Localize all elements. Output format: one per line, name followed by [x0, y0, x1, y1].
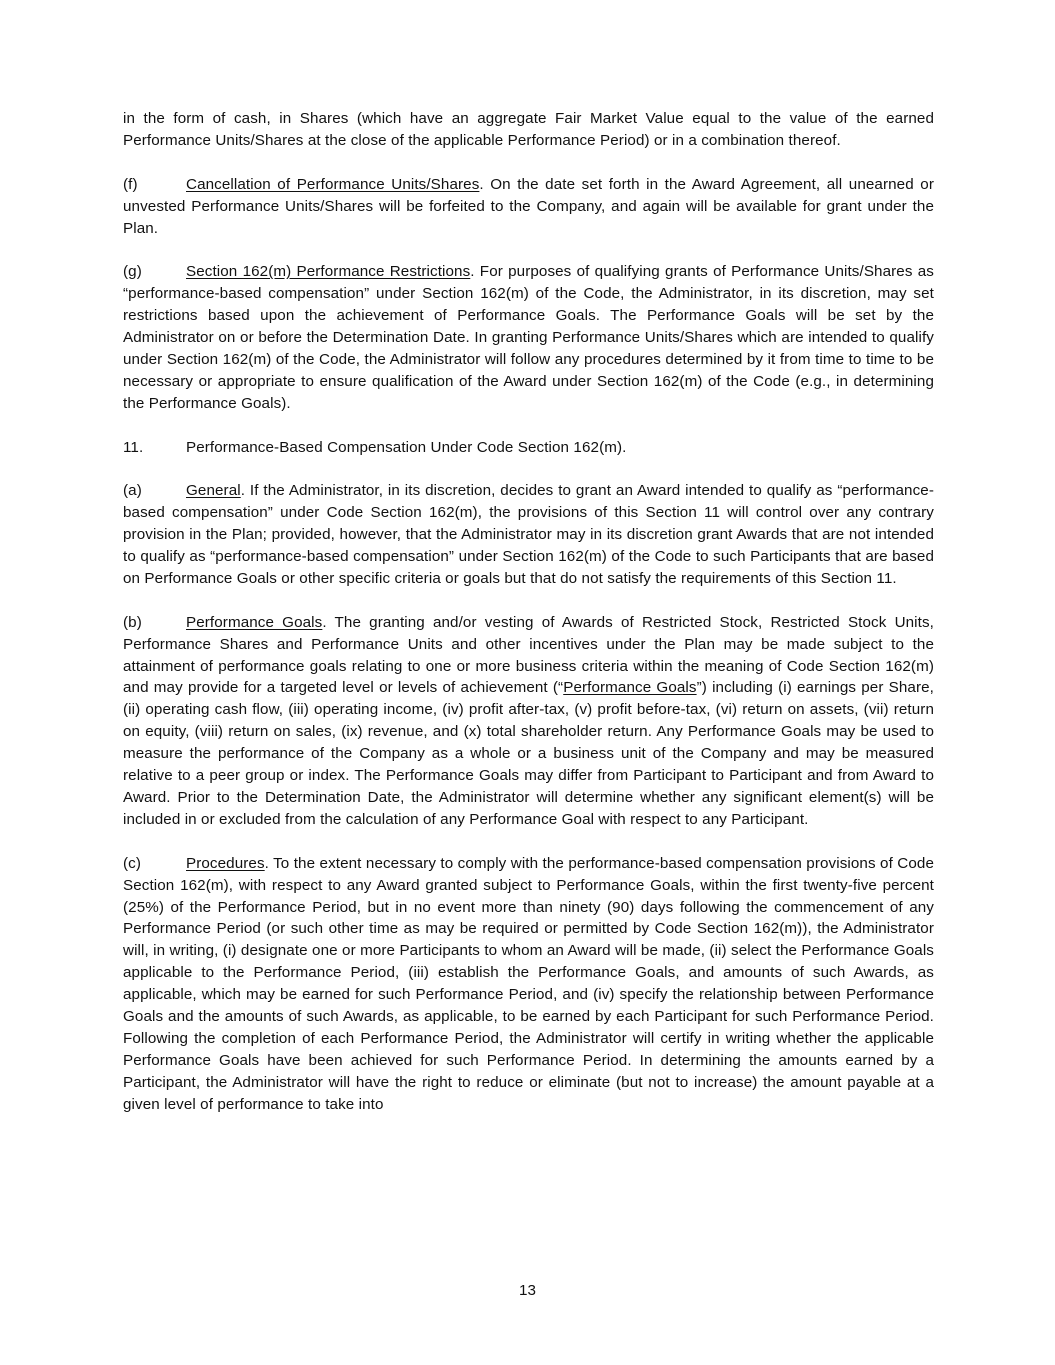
subsection-g-marker: (g): [123, 263, 142, 281]
document-body: [123, 108, 934, 1116]
paragraph-subsection-g: [123, 261, 934, 414]
section-11-number: 11.: [123, 438, 144, 456]
section-11-title: Performance-Based Compensation Under Code Section 162(m).: [186, 438, 627, 456]
paragraph-subsection-c: [123, 853, 934, 1116]
subsection-g-heading: Section 162(m) Performance Restrictions: [186, 263, 471, 281]
paragraph-subsection-a: [123, 480, 934, 590]
paragraph-continuation-text: in the form of cash, in Shares (which have an aggregate Fair Market Value equal to the value of the earned Performance Units/Shares at the close of the applicable Performance Period) or in a combination thereof.: [123, 110, 934, 149]
paragraph-subsection-f: [123, 174, 934, 240]
subsection-b-text-part-1: . The granting and/or vesting of Awards of Restricted Stock, Restricted Stock Units, Performance Shares and Performance Units and other incentives under the Plan may be made subject to the attainment of performance goals relating to one or more business criteria within the meaning of Code Section 162(m) and may provide for a targeted level or levels of achievement (“: [123, 613, 934, 697]
subsection-b-text-part-2: ”) including (i) earnings per Share, (ii) operating cash flow, (iii) operating income, (iv) profit after-tax, (v) profit before-tax, (vi) return on assets, (vii) return on equity, (viii) return on sales, (ix) revenue, and (x) total shareholder return. Any Performance Goals may be used to measure the performance of the Company as a whole or a business unit of the Company and may be measured relative to a peer group or index. The Performance Goals may differ from Participant to Participant and from Award to Award. Prior to the Determination Date, the Administrator will determine whether any significant element(s) will be included in or excluded from the calculation of any Performance Goal with respect to any Participant.: [123, 679, 934, 828]
subsection-b-heading: Performance Goals: [186, 613, 323, 631]
subsection-c-text: . To the extent necessary to comply with the performance-based compensation provisions of Code Section 162(m), with respect to any Award granted subject to Performance Goals, within the first twenty-five percent (25%) of the Performance Period, but in no event more than ninety (90) days following the commencement of any Performance Period (or such other time as may be required or permitted by Code Section 162(m)), the Administrator will, in writing, (i) designate one or more Participants to whom an Award will be made, (ii) select the Performance Goals applicable to the Performance Period, (iii) establish the Performance Goals, and amounts of such Awards, as applicable, which may be earned for such Performance Period, and (iv) specify the relationship between Performance Goals and the amounts of such Awards, as applicable, to be earned by each Participant for such Performance Period. Following the completion of each Performance Period, the Administrator will certify in writing whether the applicable Performance Goals have been achieved for such Performance Period. In determining the amounts earned by a Participant, the Administrator will have the right to reduce or eliminate (but not to increase) the amount payable at a given level of performance to take into: [123, 854, 934, 1113]
page-number: 13: [519, 1282, 536, 1299]
subsection-f-text: . On the date set forth in the Award Agreement, all unearned or unvested Performance Units/Shares will be forfeited to the Company, and again will be available for grant under the Plan.: [123, 175, 934, 237]
paragraph-continuation: [123, 108, 934, 152]
subsection-f-marker: (f): [123, 175, 138, 193]
subsection-a-heading: General: [186, 482, 241, 500]
subsection-f-heading: Cancellation of Performance Units/Shares: [186, 175, 480, 193]
subsection-a-text: . If the Administrator, in its discretion, decides to grant an Award intended to qualify as “performance-based compensation” under Code Section 162(m), the provisions of this Section 11 will control over any contrary provision in the Plan; provided, however, that the Administrator may in its discretion grant Awards that are not intended to qualify as “performance-based compensation” under Section 162(m) of the Code to such Participants that are based on Performance Goals or other specific criteria or goals but that do not satisfy the requirements of this Section 11.: [123, 482, 934, 587]
subsection-g-text: . For purposes of qualifying grants of Performance Units/Shares as “performance-based compensation” under Section 162(m) of the Code, the Administrator, in its discretion, may set restrictions based upon the achievement of Performance Goals. The Performance Goals will be set by the Administrator on or before the Determination Date. In granting Performance Units/Shares which are intended to qualify under Section 162(m) of the Code, the Administrator will follow any procedures determined by it from time to time to be necessary or appropriate to ensure qualification of the Award under Section 162(m) of the Code (e.g., in determining the Performance Goals).: [123, 263, 934, 412]
subsection-b-marker: (b): [123, 613, 142, 631]
subsection-b-inline-term: Performance Goals: [563, 679, 697, 697]
section-11-heading: [123, 437, 934, 459]
paragraph-subsection-b: [123, 612, 934, 831]
subsection-c-marker: (c): [123, 854, 142, 872]
subsection-c-heading: Procedures: [186, 854, 265, 872]
subsection-a-marker: (a): [123, 482, 142, 500]
